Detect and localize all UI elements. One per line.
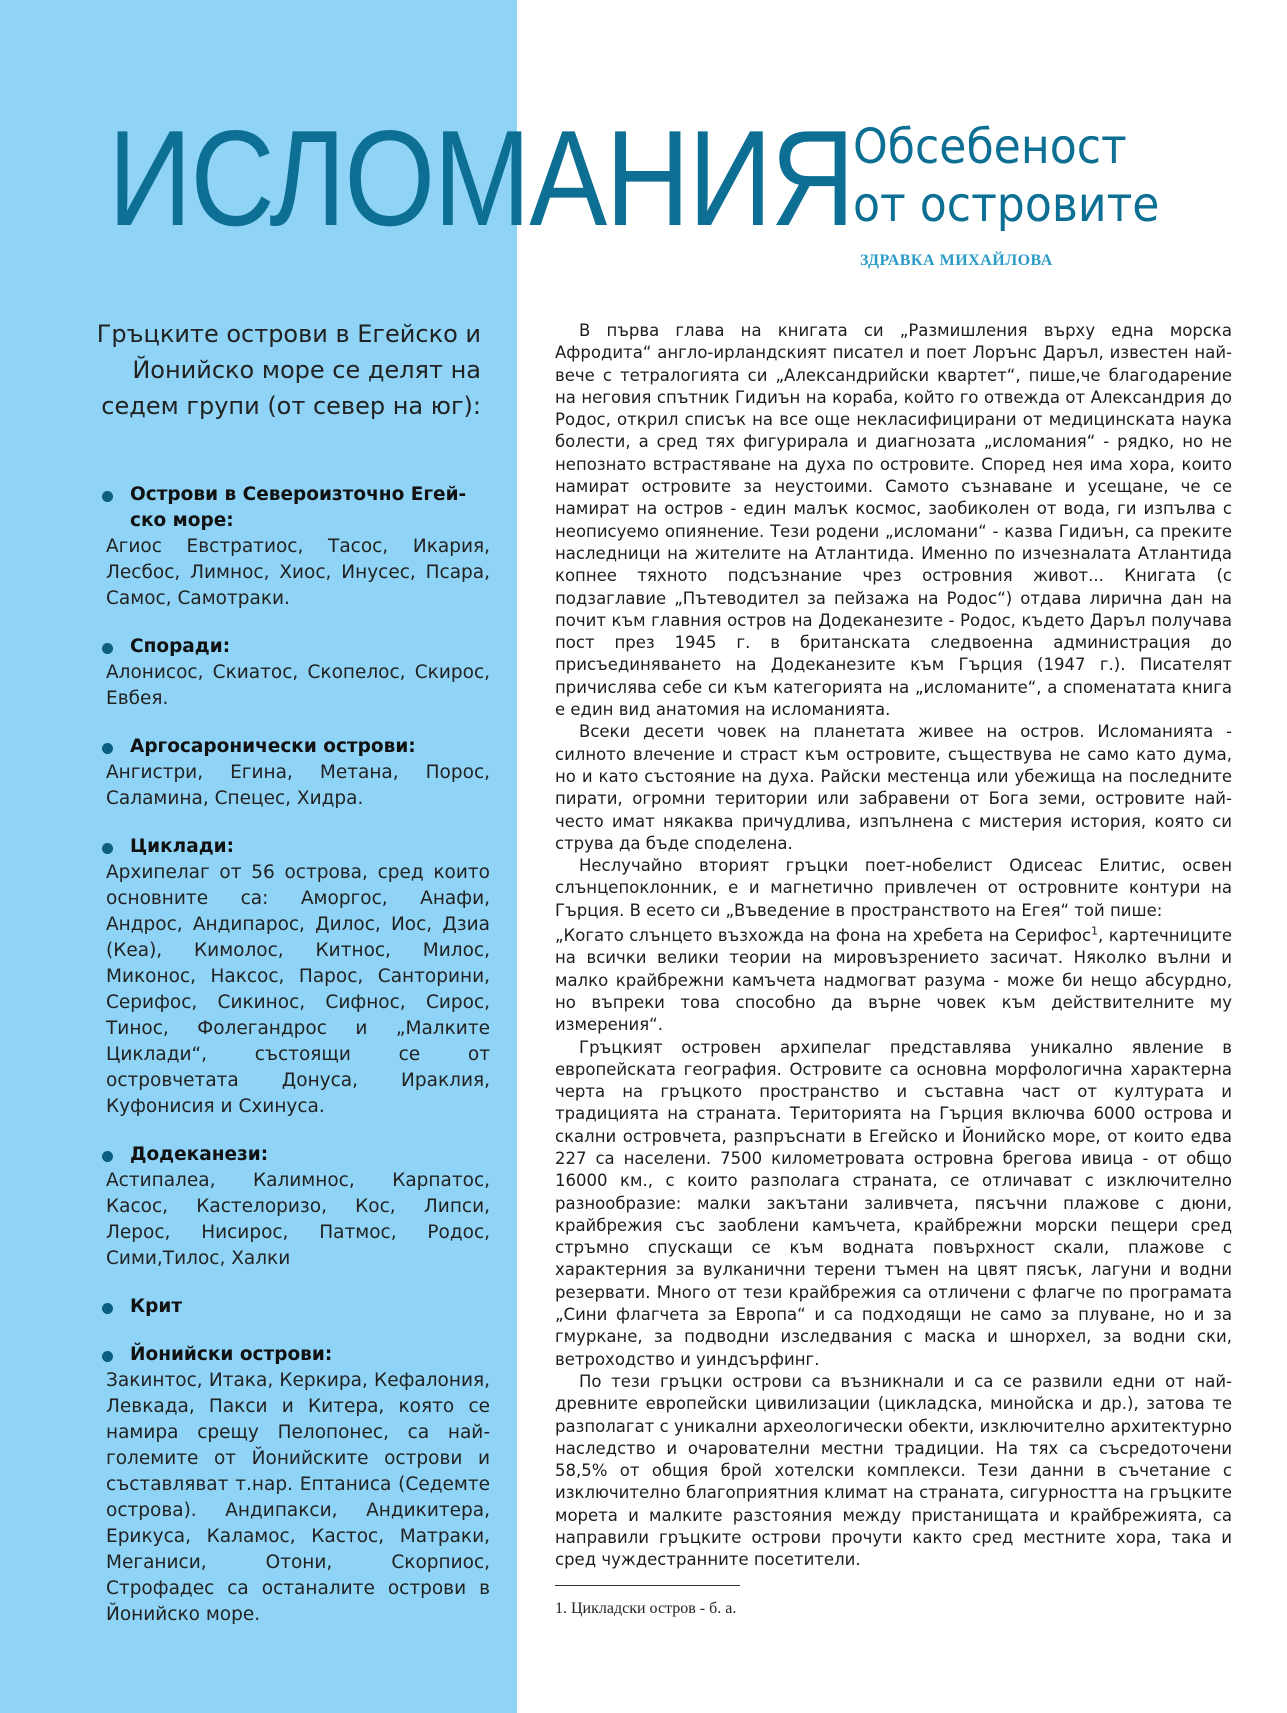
group-text: Ангистри, Егина, Метана, Порос, Саламина, Спецес, Хидра. [106, 762, 490, 809]
list-item [106, 834, 490, 1120]
article-paragraph: Неслучайно вторият гръцки поет-нобелист Одисеас Елитис, освен слънцепоклонник, е и магнетично привлечен от островните контури на Гърция. В есето си „Въведение в пространството на Егея“ той пише: [555, 856, 1232, 920]
group-text: Астипалеа, Калимнос, Карпатос, Касос, Кастелоризо, Кос, Липси, Лерос, Нисирос, Патмос, Родос, Сими,Тилос, Халки [106, 1170, 490, 1269]
bullet-icon [102, 1303, 113, 1314]
list-item [106, 1142, 490, 1272]
group-heading: Крит [130, 1296, 183, 1317]
bullet-icon [102, 1151, 113, 1162]
group-text: Алонисос, Скиатос, Скопелос, Скирос, Евбея. [106, 662, 490, 709]
quote-part-2: , картечниците на всички велики теории на мировъзрението засичат. Няколко вълни и малко крайбрежни камъчета надмогват разума - може би нещо абсурдно, но въпреки това способно да върне човек към действителните му измерения“. [555, 926, 1232, 1035]
island-groups-list [106, 482, 490, 1650]
group-heading: Аргосаронически острови: [130, 736, 416, 757]
article-body [555, 320, 1232, 1572]
article-paragraph: Всеки десети човек на планетата живее на остров. Исломанията - силното влечение и страст към островите, съществува не само като дума, но и като състояние на духа. Райски местенца или убежища на последните пирати, огромни територии или забравени от Бога земи, островите най-често имат някаква причудлива, изпълнена с мистерия история, която си струва да бъде споделена. [555, 722, 1232, 853]
article-paragraph: Гръцкият островен архипелаг представлява уникално явление в европейската география. Островите са основна морфологична характерна черта на гръцкото пространство и съставна част от културата и традицията на страната. Територията на Гърция включва 6000 острова и скални островчета, разпръснати в Егейско и Йонийско море, от които едва 227 са населени. 7500 километровата островна брегова ивица - от общо 16000 км., с които разполага страната, се отличават с изключително разнообразие: малки закътани заливчета, пясъчни плажове с дюни, крайбрежия със заоблени камъчета, крайбрежни морски пещери сред стръмно спускащи се към водната повърхност скали, плажове с характерния за вулканични терени тъмен на цвят пясък, лагуни и водни резервати. Много от тези крайбрежия са отличени с флагче по програмата „Сини флагчета за Европа“ и са подходящи не само за плуване, но и за гмуркане, за подводни изследвания с маска и шнорхел, за водни ски, ветроходство и уиндсърфинг. [555, 1037, 1232, 1369]
list-item [106, 734, 490, 812]
subtitle-line-1: Обсебеност [853, 119, 1127, 175]
group-heading: Циклади: [130, 836, 235, 857]
footnote-divider [555, 1585, 740, 1586]
list-item [106, 1294, 490, 1320]
group-heading: Споради: [130, 636, 231, 657]
article-quote [555, 925, 1232, 1036]
list-item [106, 482, 490, 612]
footnote-marker: 1 [1091, 924, 1099, 938]
list-item [106, 634, 490, 712]
group-heading: Острови в Североизточно Егей-ско море: [130, 484, 467, 531]
subtitle-line-2: от островите [853, 177, 1160, 233]
group-text: Архипелаг от 56 острова, сред които основните са: Аморгос, Анафи, Андрос, Андипарос, Дилос, Иос, Дзиа (Кеа), Кимолос, Китнос, Милос, Миконос, Наксос, Парос, Санторини, Серифос, Сикинос, Сифнос, Сирос, Тинос, Фолегандрос и „Малките Циклади“, състоящи се от островчетата Донуса, Ираклия, Куфонисия и Схинуса. [106, 862, 490, 1117]
list-item [106, 1342, 490, 1628]
bullet-icon [102, 843, 113, 854]
group-text: Закинтос, Итака, Керкира, Кефалония, Левкада, Пакси и Китера, която се намира срещу Пелопонес, са най-големите от Йонийските острови и съставляват т.нар. Ептаниса (Седемте острова). Андипакси, Андикитера, Ерикуса, Каламос, Кастос, Матраки, Меганиси, Отони, Скорпиос, Строфадес са останалите острови в Йонийско море. [106, 1370, 490, 1625]
bullet-icon [102, 643, 113, 654]
page-title: ИСЛОМАНИЯ [108, 102, 854, 254]
bullet-icon [102, 1351, 113, 1362]
author-name: ЗДРАВКА МИХАЙЛОВА [860, 252, 1053, 269]
group-heading: Йонийски острови: [130, 1344, 333, 1365]
intro-text: Гръцките острови в Егейско и Йонийско море се делят на седем групи (от север на юг): [96, 320, 481, 420]
footnote: 1. Цикладски остров - б. а. [555, 1600, 737, 1617]
article-paragraph: По тези гръцки острови са възникнали и са се развили едни от най-древните европейски цивилизации (цикладска, минойска и др.), затова те разполагат с уникални археологически обекти, изключително архитектурно наследство и очарователни местни традиции. На тях са съсредоточени 58,5% от общия брой хотелски комплекси. Тези данни в съчетание с изключително благоприятния климат на страната, сигурността на гръцките морета и малките разстояния между пристанищата и крайбрежията, са направили гръцките острови прочути както сред местните хора, така и сред чуждестранните посетители. [555, 1371, 1232, 1570]
article-paragraph: В първа глава на книгата си „Размишления върху една морска Афродита“ англо-ирландският писател и поет Лорънс Даръл, известен най-вече с тетралогията си „Александрийски квартет“, пише,че благодарение на неговия спътник Гидиън на кораба, който го отвежда от Александрия до Родос, открил списък на все още некласифицирани от медицинската наука болести, а сред тях фигурирала и диагнозата „исломания“ - рядко, но не непознато встрастяване на духа по островите. Според нея има хора, които намират островите за неустоими. Самото съзнаване и усещане, че се намират на остров - един малък космос, заобиколен от вода, ги изпълва с неописуемо опиянение. Тези родени „исломани“ - казва Гидиън, са преките наследници на жителите на Атлантида. Именно по изчезналата Атлантида копнее тяхното подсъзнание чрез островния живот... Книгата (с подзаглавие „Пътеводител за пейзажа на Родос“) отдава лирична дан на почит към главния остров на Додеканезите - Родос, където Даръл получава пост през 1945 г. в британската следвоенна администрация до присъединяването на Додеканезите към Гърция (1947 г.). Писателят причислява себе си към категорията на „исломаните“, а споменатата книга е един вид анатомия на исломанията. [555, 321, 1232, 720]
subtitle [853, 118, 1159, 234]
group-text: Агиос Евстратиос, Тасос, Икария, Лесбос, Лимнос, Хиос, Инусес, Псара, Самос, Самотраки. [106, 536, 490, 609]
bullet-icon [102, 743, 113, 754]
bullet-icon [102, 491, 113, 502]
quote-part-1: „Когато слънцето възхожда на фона на хребета на Серифос [555, 926, 1092, 946]
group-heading: Додеканези: [130, 1144, 269, 1165]
